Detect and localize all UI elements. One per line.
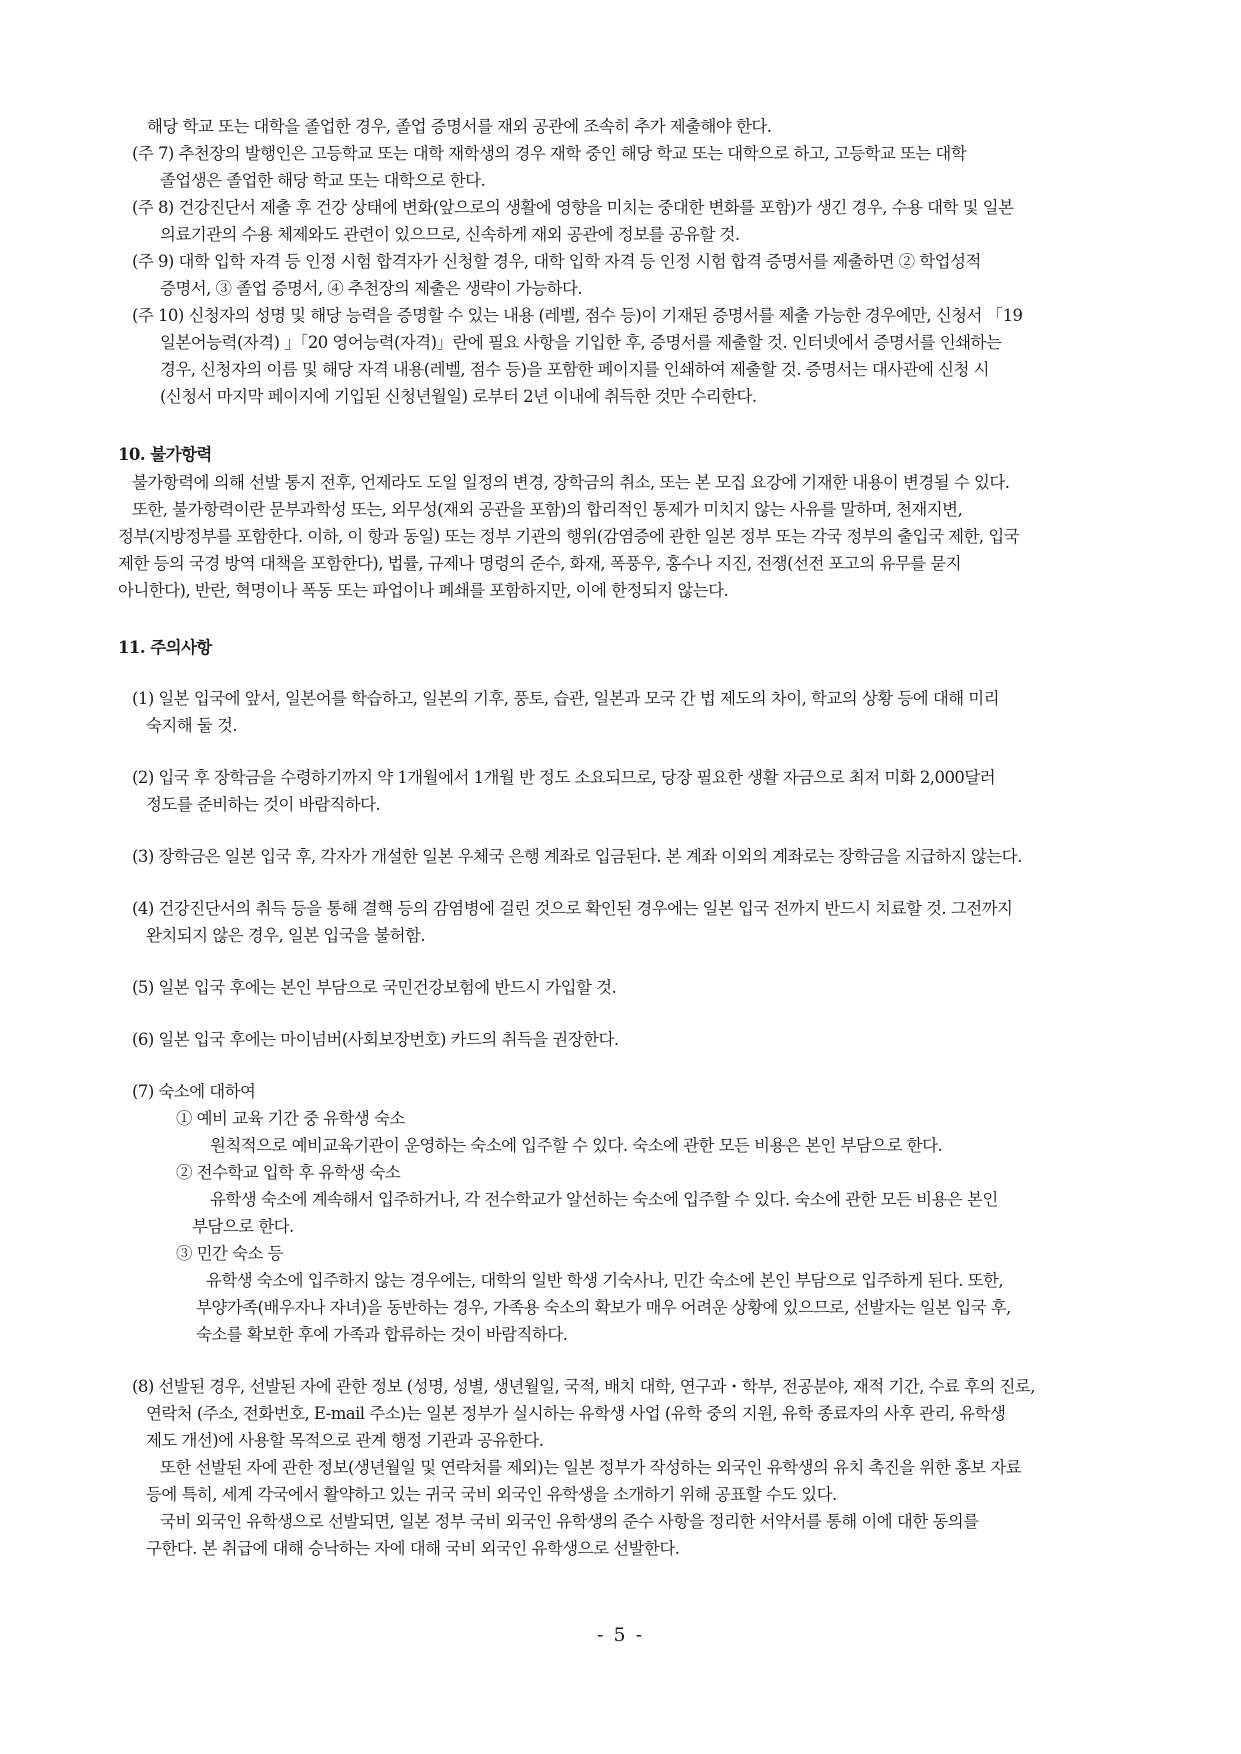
item-1-line: 숙지해 둘 것. (146, 716, 238, 735)
section-10-heading: 10. 불가항력 (118, 445, 212, 464)
item-8-line: 제도 개선)에 사용할 목적으로 관계 행정 기관과 공유한다. (146, 1431, 544, 1450)
note-10-line: 경우, 신청자의 이름 및 해당 자격 내용(레벨, 점수 등)을 포함한 페이지를 인쇄하여 제출할 것. 증명서는 대사관에 신청 시 (160, 360, 989, 379)
item-7-sub-2-line: 유학생 숙소에 계속해서 입주하거나, 각 전수학교가 알선하는 숙소에 입주할 수 있다. 숙소에 관한 모든 비용은 본인 (210, 1190, 998, 1209)
note-7-line: 졸업생은 졸업한 해당 학교 또는 대학으로 한다. (160, 171, 486, 190)
note-line: 해당 학교 또는 대학을 졸업한 경우, 졸업 증명서를 재외 공관에 조속히 추가 제출해야 한다. (147, 117, 772, 136)
note-10-line: 일본어능력(자격) 」「20 영어능력(자격)」란에 필요 사항을 기입한 후, 증명서를 제출할 것. 인터넷에서 증명서를 인쇄하는 (160, 333, 1002, 352)
item-7-sub-1-line: 원칙적으로 예비교육기관이 운영하는 숙소에 입주할 수 있다. 숙소에 관한 모든 비용은 본인 부담으로 한다. (210, 1136, 943, 1155)
item-2-line: (2) 입국 후 장학금을 수령하기까지 약 1개월에서 1개월 반 정도 소요되므로, 당장 필요한 생활 자금으로 최저 미화 2,000달러 (132, 768, 996, 787)
item-8-line: 구한다. 본 취급에 대해 승낙하는 자에 대해 국비 외국인 유학생으로 선발한다. (146, 1539, 680, 1558)
note-10-line: (주 10) 신청자의 성명 및 해당 능력을 증명할 수 있는 내용 (레벨, 점수 등)이 기재된 증명서를 제출 가능한 경우에만, 신청서 「19 (132, 306, 1023, 325)
note-7-line: (주 7) 추천장의 발행인은 고등학교 또는 대학 재학생의 경우 재학 중인 해당 학교 또는 대학으로 하고, 고등학교 또는 대학 (132, 144, 967, 163)
item-7-sub-2-title: ② 전수학교 입학 후 유학생 숙소 (176, 1163, 401, 1182)
item-7-line: (7) 숙소에 대하여 (132, 1082, 256, 1101)
item-7-sub-1-title: ① 예비 교육 기간 중 유학생 숙소 (176, 1109, 405, 1128)
item-7-sub-3-title: ③ 민간 숙소 등 (176, 1244, 283, 1263)
page-number: - 5 - (596, 1624, 644, 1646)
note-9-line: (주 9) 대학 입학 자격 등 인정 시험 합격자가 신청할 경우, 대학 입학 자격 등 인정 시험 합격 증명서를 제출하면 ② 학업성적 (132, 252, 981, 271)
item-7-sub-3-line: 유학생 숙소에 입주하지 않는 경우에는, 대학의 일반 학생 기숙사나, 민간 숙소에 본인 부담으로 입주하게 된다. 또한, (206, 1271, 1004, 1290)
item-7-sub-3-line: 숙소를 확보한 후에 가족과 합류하는 것이 바람직하다. (196, 1325, 568, 1344)
item-8-line: 또한 선발된 자에 관한 정보(생년월일 및 연락처를 제외)는 일본 정부가 작성하는 외국인 유학생의 유치 촉진을 위한 홍보 자료 (160, 1458, 1022, 1477)
item-1-line: (1) 일본 입국에 앞서, 일본어를 학습하고, 일본의 기후, 풍토, 습관, 일본과 모국 간 법 제도의 차이, 학교의 상황 등에 대해 미리 (132, 689, 1000, 708)
section-10-line: 제한 등의 국경 방역 대책을 포함한다), 법률, 규제나 명령의 준수, 화재, 폭풍우, 홍수나 지진, 전쟁(선전 포고의 유무를 묻지 (118, 554, 962, 573)
item-7-sub-2-line: 부담으로 한다. (192, 1217, 294, 1236)
item-4-line: 완치되지 않은 경우, 일본 입국을 불허함. (146, 926, 426, 945)
section-10-line: 정부(지방정부를 포함한다. 이하, 이 항과 동일) 또는 정부 기관의 행위(감염증에 관한 일본 정부 또는 각국 정부의 출입국 제한, 입국 (118, 527, 1020, 546)
item-7-sub-3-line: 부양가족(배우자나 자녀)을 동반하는 경우, 가족용 숙소의 확보가 매우 어려운 상황에 있으므로, 선발자는 일본 입국 후, (196, 1298, 1011, 1317)
note-8-line: (주 8) 건강진단서 제출 후 건강 상태에 변화(앞으로의 생활에 영향을 미치는 중대한 변화를 포함)가 생긴 경우, 수용 대학 및 일본 (132, 198, 1014, 217)
section-10-line: 아니한다), 반란, 혁명이나 폭동 또는 파업이나 폐쇄를 포함하지만, 이에 한정되지 않는다. (118, 581, 729, 600)
note-10-line: (신청서 마지막 페이지에 기입된 신청년월일) 로부터 2년 이내에 취득한 것만 수리한다. (160, 387, 757, 406)
note-8-line: 의료기관의 수용 체제와도 관련이 있으므로, 신속하게 재외 공관에 정보를 공유할 것. (160, 225, 740, 244)
item-8-line: (8) 선발된 경우, 선발된 자에 관한 정보 (성명, 성별, 생년월일, 국적, 배치 대학, 연구과・학부, 전공분야, 재적 기간, 수료 후의 진로, (132, 1377, 1035, 1396)
item-4-line: (4) 건강진단서의 취득 등을 통해 결핵 등의 감염병에 걸린 것으로 확인된 경우에는 일본 입국 전까지 반드시 치료할 것. 그전까지 (132, 899, 1013, 918)
item-2-line: 정도를 준비하는 것이 바람직하다. (146, 795, 381, 814)
section-10-line: 불가항력에 의해 선발 통지 전후, 언제라도 도일 일정의 변경, 장학금의 취소, 또는 본 모집 요강에 기재한 내용이 변경될 수 있다. (132, 473, 1010, 492)
note-9-line: 증명서, ③ 졸업 증명서, ④ 추천장의 제출은 생략이 가능하다. (160, 279, 583, 298)
item-8-line: 등에 특히, 세계 각국에서 활약하고 있는 귀국 국비 외국인 유학생을 소개하기 위해 공표할 수도 있다. (146, 1485, 837, 1504)
item-5-line: (5) 일본 입국 후에는 본인 부담으로 국민건강보험에 반드시 가입할 것. (132, 978, 617, 997)
item-8-line: 국비 외국인 유학생으로 선발되면, 일본 정부 국비 외국인 유학생의 준수 사항을 정리한 서약서를 통해 이에 대한 동의를 (160, 1512, 979, 1531)
item-8-line: 연락처 (주소, 전화번호, E-mail 주소)는 일본 정부가 실시하는 유학생 사업 (유학 중의 지원, 유학 종료자의 사후 관리, 유학생 (146, 1404, 1006, 1423)
item-6-line: (6) 일본 입국 후에는 마이넘버(사회보장번호) 카드의 취득을 권장한다. (132, 1030, 619, 1049)
item-3-line: (3) 장학금은 일본 입국 후, 각자가 개설한 일본 우체국 은행 계좌로 입금된다. 본 계좌 이외의 계좌로는 장학금을 지급하지 않는다. (132, 847, 1022, 866)
section-10-line: 또한, 불가항력이란 문부과학성 또는, 외무성(재외 공관을 포함)의 합리적인 통제가 미치지 않는 사유를 말하며, 천재지변, (132, 500, 963, 519)
section-11-heading: 11. 주의사항 (118, 638, 212, 657)
